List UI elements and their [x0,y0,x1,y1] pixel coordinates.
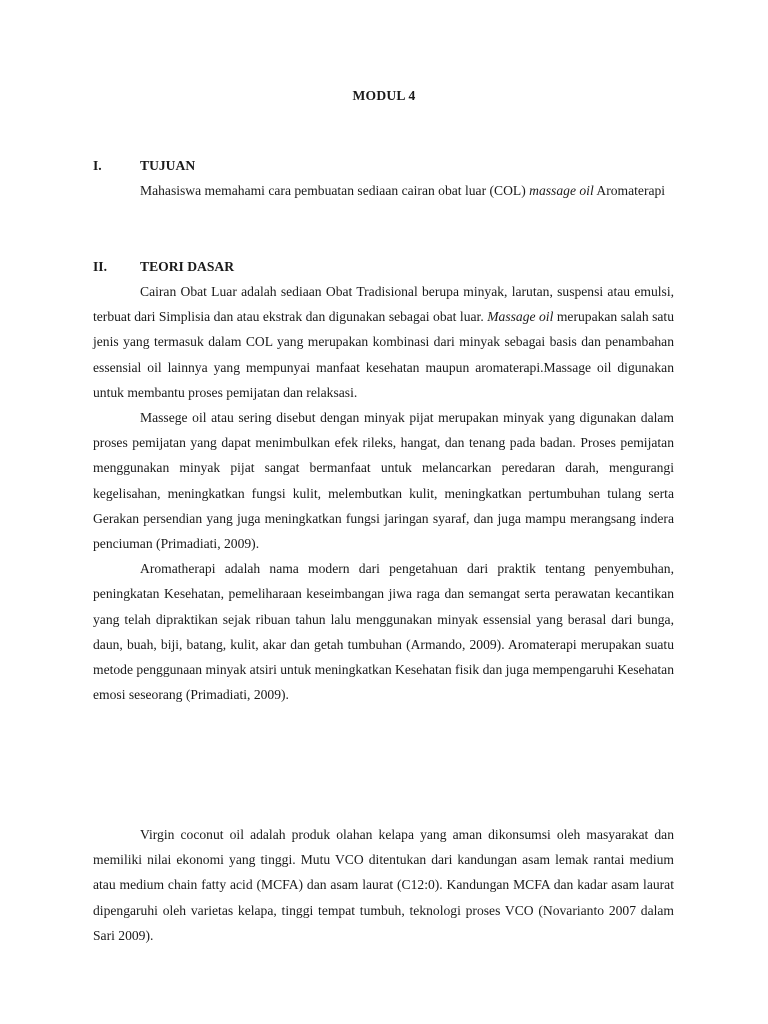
section-body-teori-dasar [93,279,674,707]
section-number: I. [93,158,102,173]
paragraph: Massege oil atau sering disebut dengan minyak pijat merupakan minyak yang digunakan dalam proses pemijatan yang dapat menimbulkan efek rileks, hangat, dan tenang pada badan. Proses pemijatan menggunakan minyak pijat sangat bermanfaat untuk melancarkan peredaran darah, mengurangi kegelisahan, meningkatkan fungsi kulit, melembutkan kulit, meningkatkan pertumbuhan tulang serta Gerakan persendian yang juga meningkatkan fungsi jaringan syaraf, dan juga mampu merangsang indera penciuman (Primadiati, 2009). [93,410,674,552]
italic-term: Massage oil [487,309,554,325]
paragraph: Cairan Obat Luar adalah sediaan Obat Tradisional berupa minyak, larutan, suspensi atau emulsi, terbuat dari Simplisia dan atau ekstrak dan digunakan sebagai obat luar. Massage oil merupakan salah satu jenis yang termasuk dalam COL yang merupakan kombinasi dari minyak sebagai basis dan penambahan essensial oil lainnya yang mempunyai manfaat kesehatan maupun aromaterapi.Massage oil digunakan untuk membantu proses pemijatan dan relaksasi. [93,284,675,400]
paragraph: Aromatherapi adalah nama modern dari pengetahuan dari praktik tentang penyembuhan, peningkatan Kesehatan, pemeliharaan keseimbangan jiwa raga dan semangat serta perawatan kecantikan yang telah dipraktikan sejak ribuan tahun lalu menggunakan minyak essensial yang berasal dari bunga, daun, buah, biji, batang, kulit, akar dan getah tumbuhan (Armando, 2009). Aromaterapi merupakan suatu metode penggunaan minyak atsiri untuk meningkatkan Kesehatan fisik dan juga mempengaruhi Kesehatan emosi seseorang (Primadiati, 2009). [93,561,674,703]
page-title: MODUL 4 [352,88,416,103]
section-body-tujuan [140,178,674,203]
section-title: TUJUAN [140,158,196,173]
section-heading-tujuan [93,158,195,174]
paragraph: Virgin coconut oil adalah produk olahan kelapa yang aman dikonsumsi oleh masyarakat dan memiliki nilai ekonomi yang tinggi. Mutu VCO ditentukan dari kandungan asam lemak rantai medium atau medium chain fatty acid (MCFA) dan asam laurat (C12:0). Kandungan MCFA dan kadar asam laurat dipengaruhi oleh varietas kelapa, tinggi tempat tumbuh, teknologi proses VCO (Novarianto 2007 dalam Sari 2009). [93,827,674,943]
section-heading-teori-dasar [93,259,234,275]
italic-term: massage oil [529,183,594,198]
section-body-vco [93,822,674,948]
section-number: II. [93,259,107,274]
paragraph: Mahasiswa memahami cara pembuatan sediaan cairan obat luar (COL) massage oil Aromaterapi [140,183,666,198]
section-title: TEORI DASAR [140,259,235,274]
